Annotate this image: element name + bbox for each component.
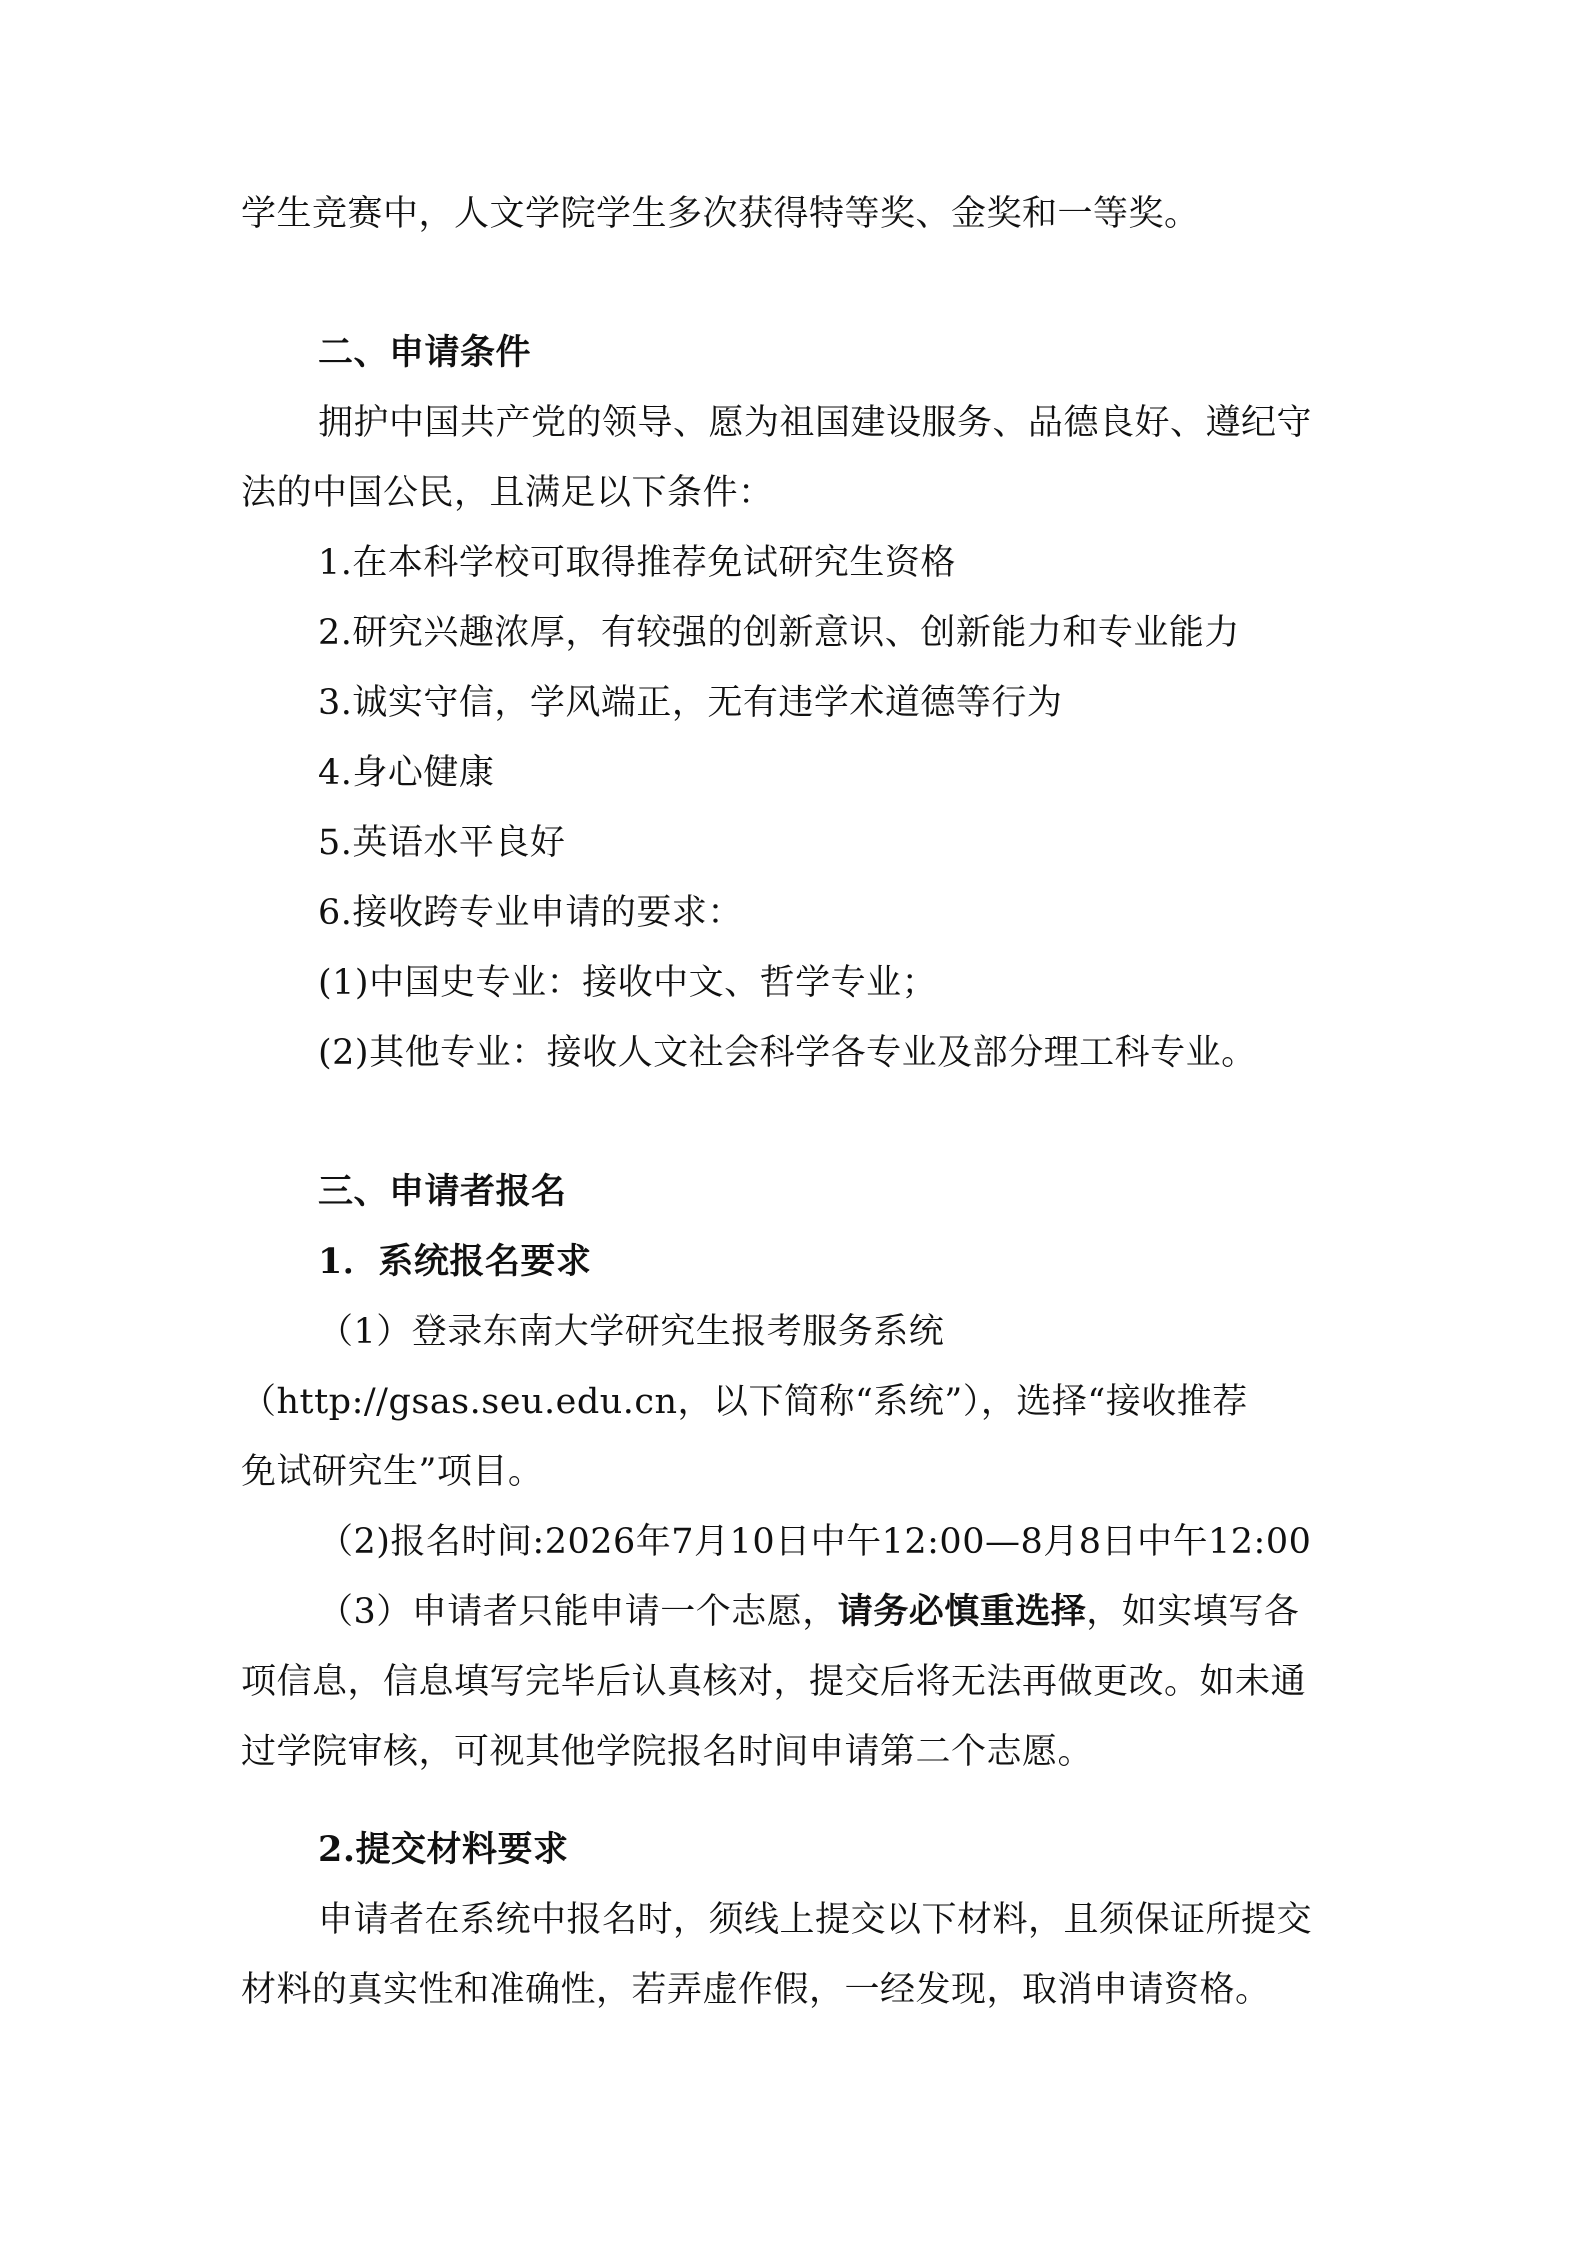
paragraph-line: 申请者在系统中报名时，须线上提交以下材料，且须保证所提交	[318, 1900, 1313, 1940]
list-item: 2.研究兴趣浓厚，有较强的创新意识、创新能力和专业能力	[318, 613, 1240, 653]
list-item: 6.接收跨专业申请的要求：	[318, 893, 743, 933]
list-item: (2)其他专业：接收人文社会科学各专业及部分理工科专业。	[318, 1033, 1257, 1073]
paragraph-line: 拥护中国共产党的领导、愿为祖国建设服务、品德良好、遵纪守	[318, 403, 1313, 443]
paragraph-line: 免试研究生”项目。	[241, 1452, 544, 1492]
paragraph-line: 法的中国公民，且满足以下条件：	[241, 473, 774, 513]
paragraph-line	[318, 1588, 1299, 1636]
paragraph-line: 过学院审核，可视其他学院报名时间申请第二个志愿。	[241, 1732, 1094, 1772]
paragraph-line: 项信息，信息填写完毕后认真核对，提交后将无法再做更改。如未通	[241, 1662, 1307, 1702]
paragraph-line-with-url: （http://gsas.seu.edu.cn，以下简称“系统”），选择“接收推荐	[241, 1382, 1248, 1422]
paragraph-line: 材料的真实性和准确性，若弄虚作假，一经发现，取消申请资格。	[241, 1970, 1271, 2010]
list-item: 1.在本科学校可取得推荐免试研究生资格	[318, 543, 956, 583]
intro-line: 学生竞赛中，人文学院学生多次获得特等奖、金奖和一等奖。	[241, 194, 1200, 234]
subsection-heading-materials: 2.提交材料要求	[318, 1829, 569, 1870]
list-item: (1)中国史专业：接收中文、哲学专业；	[318, 963, 938, 1003]
registration-time-line: （2)报名时间:2026年7月10日中午12:00—8月8日中午12:00	[318, 1522, 1312, 1562]
list-item: 5.英语水平良好	[318, 823, 566, 863]
paragraph-line: （1）登录东南大学研究生报考服务系统	[318, 1312, 945, 1352]
section-heading-applicant-registration: 三、申请者报名	[318, 1171, 567, 1212]
section-heading-application-conditions: 二、申请条件	[318, 332, 532, 373]
text-segment: ，如实填写各	[1086, 1592, 1300, 1632]
subsection-heading-system-registration: 1．系统报名要求	[318, 1241, 592, 1282]
list-item: 3.诚实守信，学风端正，无有违学术道德等行为	[318, 683, 1063, 723]
emphasis-text: 请务必慎重选择	[837, 1591, 1087, 1632]
text-segment: （3）申请者只能申请一个志愿，	[318, 1592, 838, 1632]
list-item: 4.身心健康	[318, 753, 495, 793]
